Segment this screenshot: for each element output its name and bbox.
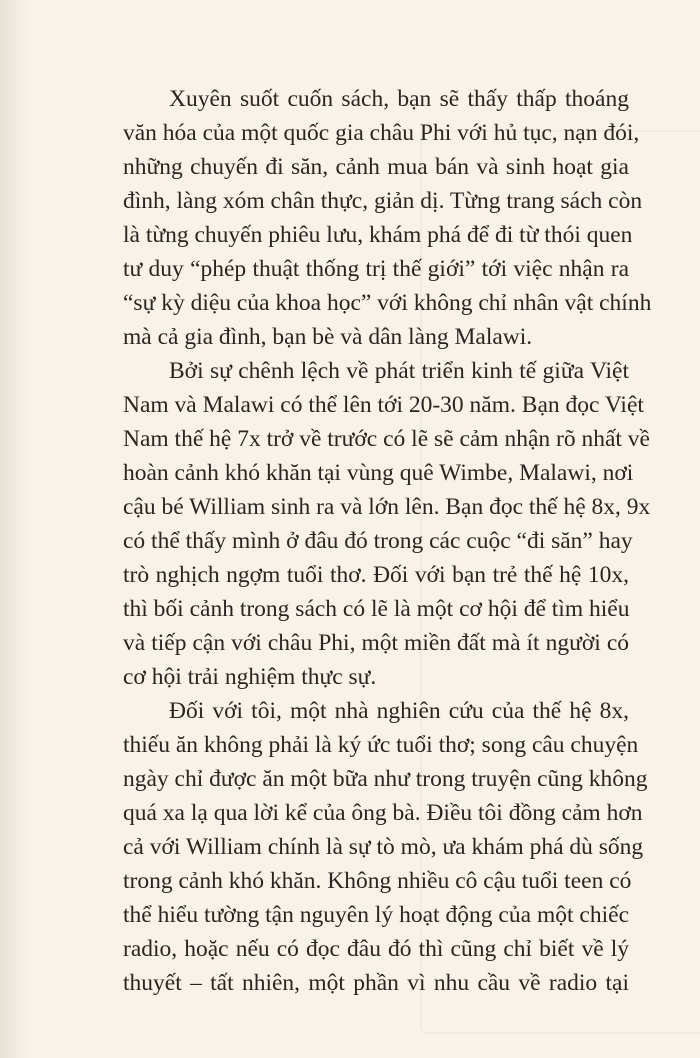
text-line: quá xa lạ qua lời kể của ông bà. Điều tôi đồng cảm hơn xyxy=(123,800,643,826)
text-line: radio, hoặc nếu có đọc đâu đó thì cũng chỉ biết về lý xyxy=(123,936,629,962)
text-line: tư duy “phép thuật thống trị thế giới” tới việc nhận ra xyxy=(123,256,629,282)
text-line: Xuyên suốt cuốn sách, bạn sẽ thấy thấp thoáng xyxy=(169,86,629,112)
text-line: Nam và Malawi có thể lên tới 20-30 năm. Bạn đọc Việt xyxy=(123,392,644,418)
book-page-text xyxy=(123,82,652,1000)
paragraph-3 xyxy=(123,694,648,1000)
text-line: ngày chỉ được ăn một bữa như trong truyện cũng không xyxy=(123,766,648,792)
text-line: Đối với tôi, một nhà nghiên cứu của thế hệ 8x, xyxy=(169,698,629,724)
text-line: mà cả gia đình, bạn bè và dân làng Malawi. xyxy=(123,324,533,350)
text-line: thiếu ăn không phải là ký ức tuổi thơ; song câu chuyện xyxy=(123,732,639,758)
text-line: thuyết – tất nhiên, một phần vì nhu cầu về radio tại xyxy=(123,970,629,996)
text-line: đình, làng xóm chân thực, giản dị. Từng trang sách còn xyxy=(123,188,643,214)
paragraph-2 xyxy=(123,354,651,694)
text-line: trong cảnh khó khăn. Không nhiều cô cậu tuổi teen có xyxy=(123,868,632,894)
text-line: cả với William chính là sự tò mò, ưa khám phá dù sống xyxy=(123,834,644,860)
text-line: có thể thấy mình ở đâu đó trong các cuộc “đi săn” hay xyxy=(123,528,633,554)
text-line: trò nghịch ngợm tuổi thơ. Đối với bạn trẻ thế hệ 10x, xyxy=(123,562,629,588)
text-line: “sự kỳ diệu của khoa học” với không chỉ nhân vật chính xyxy=(123,290,652,316)
text-line: thể hiểu tường tận nguyên lý hoạt động của một chiếc xyxy=(123,902,629,928)
text-line: hoàn cảnh khó khăn tại vùng quê Wimbe, Malawi, nơi xyxy=(123,460,634,486)
page-gutter-shadow xyxy=(0,0,28,1058)
text-line: thì bối cảnh trong sách có lẽ là một cơ hội để tìm hiểu xyxy=(123,596,630,622)
text-line: và tiếp cận với châu Phi, một miền đất mà ít người có xyxy=(123,630,629,656)
text-line: là từng chuyến phiêu lưu, khám phá để đi từ thói quen xyxy=(123,222,633,248)
text-line: văn hóa của một quốc gia châu Phi với hủ tục, nạn đói, xyxy=(123,120,640,146)
text-line: những chuyến đi săn, cảnh mua bán và sinh hoạt gia xyxy=(123,154,629,180)
text-line: Bởi sự chênh lệch về phát triển kinh tế giữa Việt xyxy=(169,358,629,384)
paragraph-1 xyxy=(123,82,652,354)
text-line: cậu bé William sinh ra và lớn lên. Bạn đọc thế hệ 8x, 9x xyxy=(123,494,651,520)
text-line: cơ hội trải nghiệm thực sự. xyxy=(123,664,377,690)
text-line: Nam thế hệ 7x trở về trước có lẽ sẽ cảm nhận rõ nhất về xyxy=(123,426,650,452)
